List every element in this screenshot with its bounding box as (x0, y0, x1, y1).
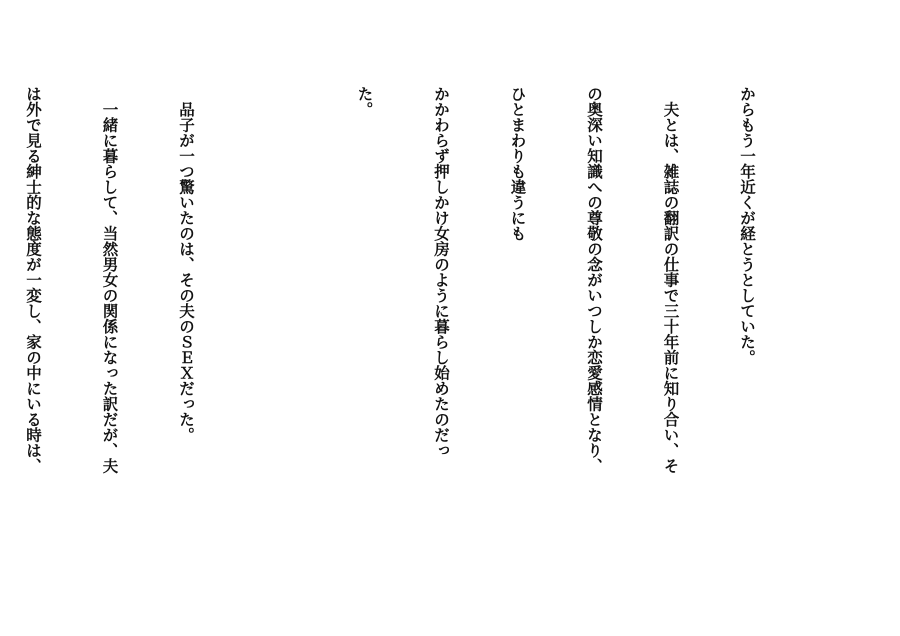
text-line: ひとまわりも違うにも (508, 86, 527, 241)
text-line: は外で見る紳士的な態度が一変し、家の中にいる時は、 (24, 86, 42, 474)
paragraph-gap (249, 86, 300, 556)
text-line: からもう一年近くが経とうとしていた。 (738, 86, 756, 365)
text-line: かかわらず押しかけ女房のように暮らし始めたのだっ (432, 86, 450, 458)
text-line: 品子が一つ驚いたのは、その夫のＳＥＸだった。 (177, 86, 195, 443)
vertical-text-body (0, 86, 810, 556)
text-line: 一緒に暮らして、当然男女の関係になった訳だが、夫 (100, 86, 119, 474)
text-line: 夫とは、雑誌の翻訳の仕事で三十年前に知り合い、そ (661, 86, 680, 474)
text-line: た。 (355, 86, 374, 117)
text-line: の奥深い知識への尊敬の念がいつしか恋愛感情となり、 (585, 86, 603, 474)
